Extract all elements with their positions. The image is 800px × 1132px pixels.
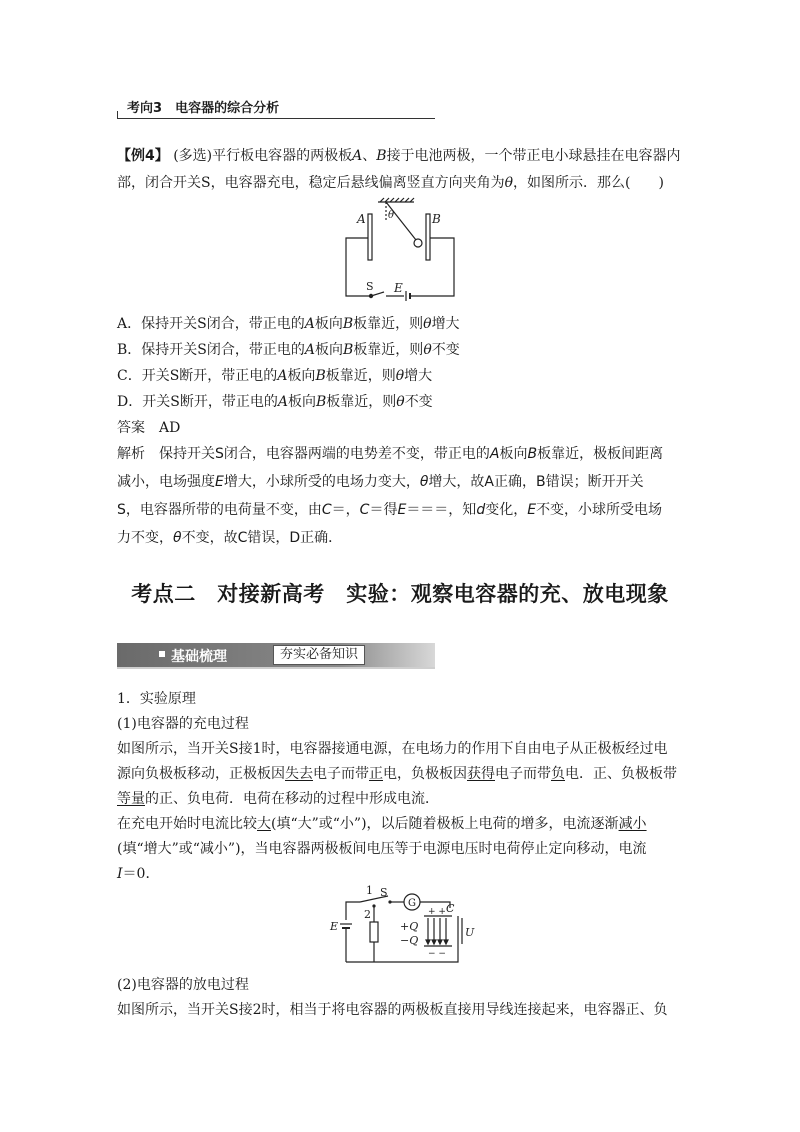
- charged-ball: [414, 239, 422, 247]
- plate-b: [426, 214, 430, 260]
- banner-underline: [117, 667, 435, 669]
- capacitor-pendulum-diagram: [340, 196, 460, 304]
- banner-label: 基础梳理: [171, 649, 227, 665]
- current-para-line-3: I＝0．: [117, 866, 160, 882]
- resistor: [370, 922, 378, 942]
- label-voltage: U: [465, 926, 475, 939]
- section-banner: [117, 643, 435, 669]
- banner-bullet-icon: [159, 651, 165, 657]
- example-stem-line-1: 【例4】 (多选)平行板电容器的两极板A、B接于电池两极，一个带正电小球悬挂在电容器内: [117, 148, 681, 164]
- label-plate-a: A: [357, 212, 366, 226]
- charging-circuit-diagram: [328, 884, 478, 970]
- section-title: 考向3 电容器的综合分析: [127, 101, 280, 116]
- label-plate-b: B: [432, 212, 441, 226]
- option-c: C．开关S断开，带正电的A板向B板靠近，则θ增大: [117, 368, 433, 384]
- analysis-line-3: S，电容器所带的电荷量不变，由C＝，C＝得E＝＝＝，知d变化，E不变，小球所受电场: [117, 502, 663, 518]
- label-theta: θ: [388, 210, 395, 221]
- charging-para-line-3: 等量的正、负电荷．电荷在移动的过程中形成电流．: [117, 791, 439, 807]
- option-a: A．保持开关S闭合，带正电的A板向B板靠近，则θ增大: [117, 316, 460, 332]
- ceiling-hatch: [380, 198, 414, 202]
- field-arrowheads: [426, 940, 448, 944]
- section-header-rule: [117, 118, 435, 119]
- label-minus-signs: − −: [428, 949, 446, 959]
- heading-principle: 1．实验原理: [117, 691, 196, 707]
- current-para-line-1: 在充电开始时电流比较大(填“大”或“小”)，以后随着极板上电荷的增多，电流逐渐减小: [117, 816, 647, 832]
- label-switch: S: [380, 886, 388, 899]
- option-b: B．保持开关S闭合，带正电的A板向B板靠近，则θ不变: [117, 342, 460, 358]
- label-plus-q: +Q: [400, 920, 419, 933]
- suspension-string: [386, 202, 416, 240]
- example-tag: 【例4】: [117, 148, 169, 164]
- label-switch: S: [366, 280, 374, 293]
- analysis-line-1: 解析 保持开关S闭合，电容器两端的电势差不变，带正电的A板向B板靠近，极板间距离: [117, 446, 664, 462]
- charging-para-line-2: 源向负极板移动，正极板因失去电子而带正电，负极板因获得电子而带负电．正、负极板带: [117, 766, 677, 782]
- answer-value: AD: [159, 420, 181, 436]
- banner-box: 夯实必备知识: [273, 645, 365, 665]
- analysis-line-4: 力不变，θ不变，故C错误，D正确．: [117, 530, 343, 546]
- label-contact-2: 2: [364, 908, 371, 921]
- answer-line: 答案 AD: [117, 420, 181, 436]
- section-header: [117, 97, 435, 119]
- wire-top-left: [346, 902, 360, 920]
- kaodian-title: 考点二 对接新高考 实验：观察电容器的充、放电现象: [131, 582, 669, 606]
- field-lines: [428, 918, 446, 942]
- option-d: D．开关S断开，带正电的A板向B板靠近，则θ不变: [117, 394, 433, 410]
- label-minus-q: −Q: [400, 934, 419, 947]
- label-plus-signs: + +: [428, 907, 446, 917]
- label-galvanometer: G: [408, 898, 416, 909]
- label-capacitor: C: [446, 902, 455, 915]
- discharging-para-line-1: 如图所示，当开关S接2时，相当于将电容器的两极板直接用导线连接起来，电容器正、负: [117, 1002, 668, 1018]
- heading-charging: (1)电容器的充电过程: [117, 716, 249, 732]
- example-stem-line-2: 部，闭合开关S，电容器充电，稳定后悬线偏离竖直方向夹角为θ，如图所示．那么( ): [117, 175, 664, 191]
- heading-discharging: (2)电容器的放电过程: [117, 977, 249, 993]
- contact-1: [388, 900, 391, 903]
- analysis-line-2: 减小，电场强度E增大，小球所受的电场力变大，θ增大，故A正确，B错误；断开开关: [117, 474, 644, 490]
- current-para-line-2: (填“增大”或“减小”)，当电容器两极板间电压等于电源电压时电荷停止定向移动，电流: [117, 841, 647, 857]
- label-contact-1: 1: [366, 884, 373, 897]
- label-emf: E: [394, 281, 403, 295]
- label-emf: E: [330, 920, 339, 933]
- charging-para-line-1: 如图所示，当开关S接1时，电容器接通电源，在电场力的作用下自由电子从正极板经过电: [117, 741, 668, 757]
- plate-a: [368, 214, 372, 260]
- contact-2: [372, 904, 375, 907]
